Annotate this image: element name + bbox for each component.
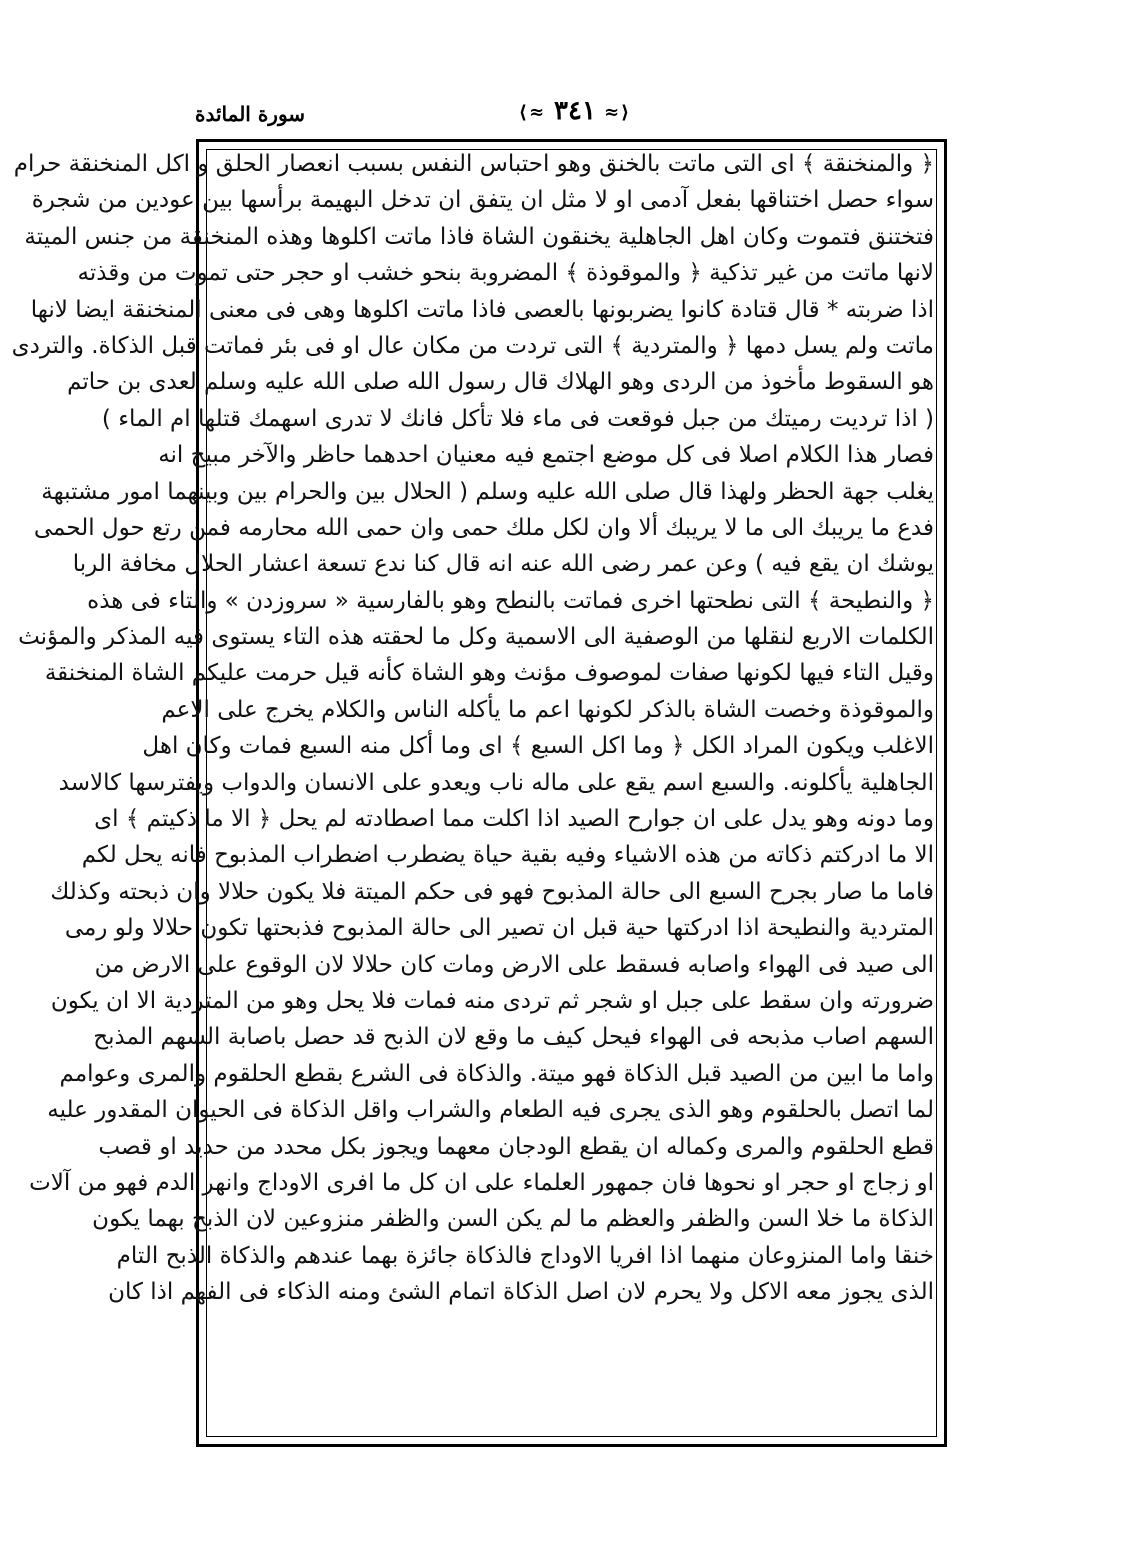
text-line: او زجاج او حجر او نحوها فان جمهور العلماء على ان كل ما افرى الاوداج وانهر الدم فهو من آلات <box>29 1169 934 1196</box>
text-line: والموقوذة وخصت الشاة بالذكر لكونها اعم ما يأكله الناس والكلام يخرج على الاعم <box>161 696 934 723</box>
text-line: ﴿ والمنخنقة ﴾ اى التى ماتت بالخنق وهو احتباس النفس بسبب انعصار الحلق و اكل المنخنقة حرام <box>13 151 934 177</box>
text-line: الا ما ادركتم ذكاته من هذه الاشياء وفيه بقية حياة يضطرب اضطراب المذبوح فانه يحل لكم <box>81 842 934 869</box>
text-line: المتردية والنطيحة اذا ادركتها حية قبل ان تصير الى حالة المذبوح فذبحتها تكون حلالا ولو رمى <box>64 915 934 942</box>
surah-title: سورة المائدة <box>195 102 306 126</box>
text-line: وما دونه وهو يدل على ان جوارح الصيد اذا اكلت مما اصطادته لم يحل ﴿ الا ما ذكيتم ﴾ اى <box>94 806 934 833</box>
left-ornament-icon: ⟨≈ <box>603 101 632 123</box>
text-line: خنقا واما المنزوعان منهما اذا افريا الاوداج فالذكاة جائزة بهما عندهم والذكاة الذبح التام <box>116 1242 934 1269</box>
page-number-block <box>195 96 955 126</box>
text-line: يوشك ان يقع فيه ) وعن عمر رضى الله عنه انه قال كنا ندع تسعة اعشار الحلال مخافة الربا <box>72 551 934 578</box>
text-line: الى صيد فى الهواء واصابه فسقط على الارض ومات كان حلالا لان الوقوع على الارض من <box>94 951 934 978</box>
text-line: فصار هذا الكلام اصلا فى كل موضع اجتمع فيه معنيان احدهما حاظر والآخر مبيح انه <box>158 442 934 469</box>
text-line: فاما ما صار بجرح السبع الى حالة المذبوح فهو فى حكم الميتة فلا يكون حلالا وان ذبحته وكذلك <box>50 878 934 905</box>
text-line: الكلمات الاربع لنقلها من الوصفية الى الاسمية وكل ما لحقته هذه التاء يستوى فيه المذكر والمؤنث <box>18 624 934 651</box>
text-line: ( اذا ترديت رميتك من جبل فوقعت فى ماء فلا تأكل فانك لا تدرى اسهمك قتلها ام الماء ) <box>101 405 934 432</box>
text-line: السهم اصاب مذبحه فى الهواء فيحل كيف ما وقع لان الذبح قد حصل باصابة السهم المذبح <box>93 1024 934 1051</box>
text-line: ماتت ولم يسل دمها ﴿ والمتردية ﴾ التى تردت من مكان عال او فى بئر فماتت قبل الذكاة. والتردى <box>11 332 934 359</box>
text-line: سواء حصل اختناقها بفعل آدمى او لا مثل ان يتفق ان تدخل البهيمة برأسها بين عودين من شجرة <box>31 187 934 214</box>
text-line: واما ما ابين من الصيد قبل الذكاة فهو ميتة. والذكاة فى الشرع بقطع الحلقوم والمرى وعوامم <box>59 1060 934 1087</box>
text-line: فتختنق فتموت وكان اهل الجاهلية يخنقون الشاة فاذا ماتت اكلوها وهذه المنخنقة من جنس الميتة <box>24 223 934 250</box>
text-line: فدع ما يريبك الى ما لا يريبك ألا وان لكل ملك حمى وان حمى الله محارمه فمن رتع حول الحمى <box>33 514 934 541</box>
text-line: اذا ضربته * قال قتادة كانوا يضربونها بالعصى فاذا ماتت اكلوها وهى فى معنى المنخنقة ايضا لانها <box>30 296 934 323</box>
text-line: لانها ماتت من غير تذكية ﴿ والموقوذة ﴾ المضروبة بنحو خشب او حجر حتى تموت من وقذته <box>77 260 934 287</box>
page-header <box>195 96 955 132</box>
text-line: هو السقوط مأخوذ من الردى وهو الهلاك قال رسول الله صلى الله عليه وسلم لعدى بن حاتم <box>67 369 934 396</box>
page-number: ٣٤١ <box>554 96 596 126</box>
text-line: ﴿ والنطيحة ﴾ التى نطحتها اخرى فماتت بالنطح وهو بالفارسية « سروزدن » والتاء فى هذه <box>87 587 934 614</box>
body-text <box>11 146 934 1311</box>
text-line: الاغلب ويكون المراد الكل ﴿ وما اكل السبع ﴾ اى وما أكل منه السبع فمات وكان اهل <box>142 733 934 760</box>
text-line: قطع الحلقوم والمرى وكماله ان يقطع الودجان معهما ويجوز بكل محدد من حديد او قصب <box>98 1133 934 1160</box>
text-line: الذى يجوز معه الاكل ولا يحرم لان اصل الذكاة اتمام الشئ ومنه الذكاء فى الفهم اذا كان <box>108 1279 934 1306</box>
text-line: ضرورته وان سقط على جبل او شجر ثم تردى منه فمات فلا يحل وهو من المتردية الا ان يكون <box>50 987 934 1014</box>
text-line: يغلب جهة الحظر ولهذا قال صلى الله عليه وسلم ( الحلال بين والحرام بين وبينهما امور مشتبهة <box>41 478 934 505</box>
text-line: وقيل التاء فيها لكونها صفات لموصوف مؤنث وهو الشاة كأنه قيل حرمت عليكم الشاة المنخنقة <box>44 660 934 687</box>
text-line: الجاهلية يأكلونه. والسبع اسم يقع على ماله ناب ويعدو على الانسان والدواب ويفترسها كالاسد <box>58 769 934 796</box>
text-line: لما اتصل بالحلقوم وهو الذى يجرى فيه الطعام والشراب واقل الذكاة فى الحيوان المقدور عليه <box>47 1097 934 1124</box>
text-line: الذكاة ما خلا السن والظفر والعظم ما لم يكن السن والظفر منزوعين لان الذبح بهما يكون <box>92 1206 934 1233</box>
right-ornament-icon: ≈⟩ <box>518 101 547 123</box>
